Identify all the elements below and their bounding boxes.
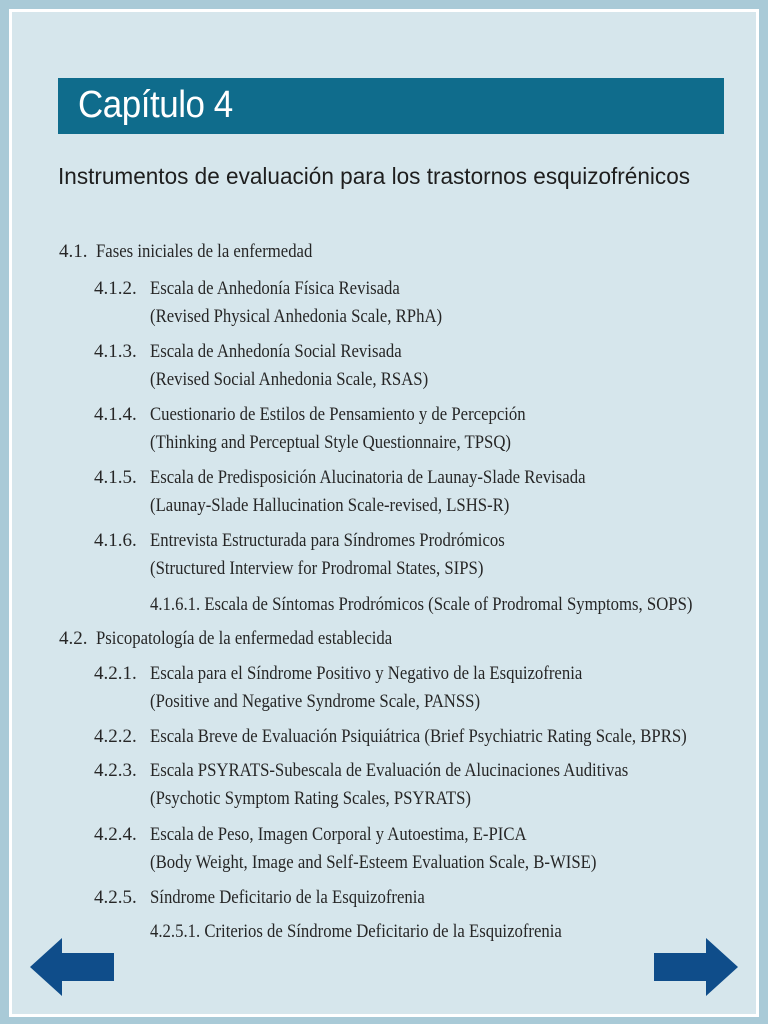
toc-number: 4.1.5. (94, 467, 137, 488)
toc-title: Síndrome Deficitario de la Esquizofrenia (150, 887, 425, 908)
toc-number: 4.1.6. (94, 530, 137, 551)
toc-title: Escala de Anhedonía Social Revisada (150, 341, 402, 362)
toc-number: 4.2.4. (94, 824, 137, 845)
toc-number: 4.2.3. (94, 760, 137, 781)
toc-subtitle: (Launay-Slade Hallucination Scale-revised, LSHS-R) (150, 495, 510, 516)
toc-title: 4.1.6.1. Escala de Síntomas Prodrómicos (Scale of Prodromal Symptoms, SOPS) (150, 594, 693, 615)
toc-title: Escala de Peso, Imagen Corporal y Autoestima, E-PICA (150, 824, 527, 845)
toc-title: Psicopatología de la enfermedad establecida (96, 628, 393, 649)
toc-title: Escala de Anhedonía Física Revisada (150, 278, 400, 299)
toc-subtitle: (Structured Interview for Prodromal States, SIPS) (150, 558, 484, 579)
toc-number: 4.2.1. (94, 663, 137, 684)
chapter-title: Capítulo 4 (78, 84, 233, 126)
toc-subtitle: (Thinking and Perceptual Style Questionnaire, TPSQ) (150, 432, 511, 453)
toc-title: 4.2.5.1. Criterios de Síndrome Deficitario de la Esquizofrenia (150, 921, 562, 942)
toc-title: Escala para el Síndrome Positivo y Negativo de la Esquizofrenia (150, 663, 583, 684)
toc-subtitle: (Revised Social Anhedonia Scale, RSAS) (150, 369, 429, 390)
toc-subtitle: (Revised Physical Anhedonia Scale, RPhA) (150, 306, 443, 327)
previous-page-button[interactable] (28, 936, 116, 998)
toc-subtitle: (Body Weight, Image and Self-Esteem Evaluation Scale, B-WISE) (150, 852, 597, 873)
toc-number: 4.2.2. (94, 726, 137, 747)
toc-title: Cuestionario de Estilos de Pensamiento y de Percepción (150, 404, 526, 425)
arrow-left-icon (28, 936, 116, 998)
toc-title: Escala PSYRATS-Subescala de Evaluación de Alucinaciones Auditivas (150, 760, 629, 781)
table-of-contents (12, 12, 756, 1014)
toc-subtitle: (Psychotic Symptom Rating Scales, PSYRATS) (150, 788, 471, 809)
toc-number: 4.2. (59, 628, 88, 649)
toc-number: 4.1.2. (94, 278, 137, 299)
toc-number: 4.1.4. (94, 404, 137, 425)
toc-title: Escala Breve de Evaluación Psiquiátrica (Brief Psychiatric Rating Scale, BPRS) (150, 726, 687, 747)
toc-subtitle: (Positive and Negative Syndrome Scale, PANSS) (150, 691, 481, 712)
toc-number: 4.2.5. (94, 887, 137, 908)
toc-title: Entrevista Estructurada para Síndromes Prodrómicos (150, 530, 505, 551)
toc-title: Escala de Predisposición Alucinatoria de Launay-Slade Revisada (150, 467, 586, 488)
toc-number: 4.1.3. (94, 341, 137, 362)
page-frame (9, 9, 759, 1017)
toc-number: 4.1. (59, 241, 88, 262)
page-subtitle: Instrumentos de evaluación para los trastornos esquizofrénicos (58, 163, 691, 189)
next-page-button[interactable] (652, 936, 740, 998)
toc-title: Fases iniciales de la enfermedad (96, 241, 313, 262)
arrow-right-icon (652, 936, 740, 998)
